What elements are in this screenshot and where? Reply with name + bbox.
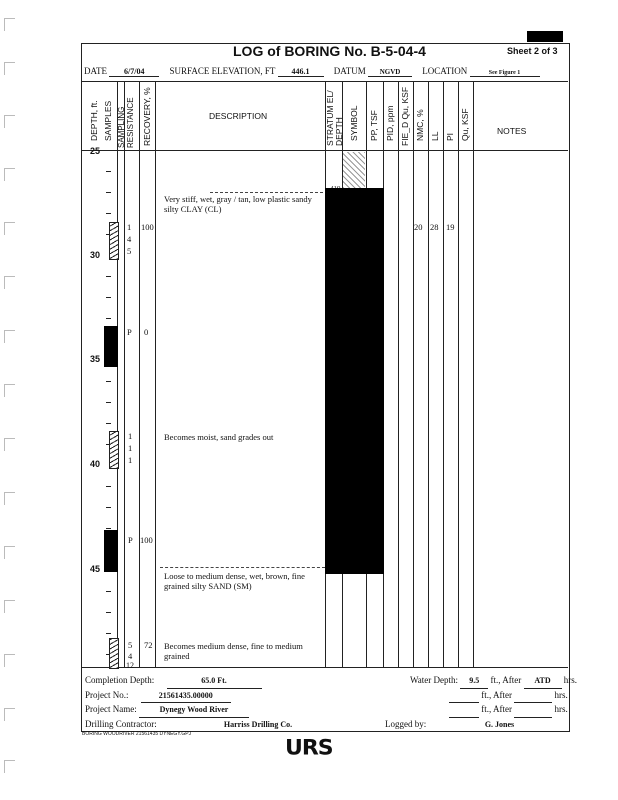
description-line: grained silty SAND (SM) — [164, 581, 252, 591]
sample-interval — [104, 530, 118, 572]
col-line — [428, 81, 429, 667]
ll-value: 28 — [430, 222, 439, 232]
stratum-boundary — [160, 567, 325, 568]
elevation-label: SURFACE ELEVATION, FT — [169, 66, 276, 76]
col-line — [155, 81, 156, 667]
description-underline — [210, 192, 323, 193]
sheet-number: Sheet 2 of 3 — [507, 46, 558, 56]
location-value: See Figure 1 — [470, 70, 540, 77]
recovery-value: 100 — [141, 222, 154, 232]
resistance-value: 5 — [127, 246, 132, 256]
col-line — [398, 81, 399, 667]
water-value: 9.5 — [460, 674, 488, 689]
col-line — [117, 81, 118, 667]
date-label: DATE — [84, 66, 107, 76]
contractor-label: Drilling Contractor: — [85, 718, 157, 729]
elevation-value: 446.1 — [278, 67, 324, 77]
resistance-value: 5 — [128, 640, 133, 650]
body-bottom-line — [81, 667, 568, 668]
col-depth: DEPTH, ft. — [89, 100, 99, 141]
description-text — [164, 194, 312, 214]
depth-label: 35 — [90, 354, 101, 364]
logged-value: G. Jones — [445, 718, 555, 733]
page-title: LOG of BORING No. B-5-04-4 — [233, 43, 426, 59]
project-name-label: Project Name: — [85, 704, 137, 714]
resistance-value: 12 — [126, 661, 134, 670]
col-description: DESCRIPTION — [209, 111, 268, 121]
datum-label: DATUM — [333, 66, 366, 76]
col-recovery: RECOVERY, % — [142, 87, 152, 146]
sample-interval — [109, 222, 119, 260]
completion-label: Completion Depth: — [85, 675, 155, 685]
col-field-qu: FIE_D Qu, KSF — [400, 86, 410, 146]
resistance-value: 1 — [128, 431, 133, 441]
resistance-value: P — [127, 327, 132, 337]
col-notes: NOTES — [497, 126, 527, 136]
description-line: Loose to medium dense, wet, brown, fine — [164, 571, 305, 581]
sample-interval — [104, 326, 118, 367]
contractor-value: Harriss Drilling Co. — [173, 718, 343, 733]
footer-left — [85, 674, 343, 732]
sample-interval — [109, 638, 119, 669]
col-line — [413, 81, 414, 667]
atd-value: ATD — [524, 674, 562, 689]
col-line — [458, 81, 459, 667]
depth-label: 40 — [90, 459, 101, 469]
project-name-value: Dynegy Wood River — [139, 703, 249, 718]
resistance-value: 4 — [127, 234, 132, 244]
nmc-value: 20 — [414, 222, 423, 232]
redacted-block — [325, 188, 384, 574]
ft-after: ft., After — [481, 704, 512, 714]
depth-label: 25 — [90, 146, 101, 156]
urs-logo: URS — [285, 736, 333, 761]
recovery-value: 100 — [140, 535, 153, 545]
description-text — [164, 571, 305, 591]
hrs-label: hrs. — [563, 675, 578, 685]
footer-right — [385, 674, 577, 732]
corner-tab — [527, 31, 563, 42]
col-line — [473, 81, 474, 667]
resistance-value: 4 — [128, 651, 133, 661]
water-label: Water Depth: — [410, 675, 459, 685]
description-line: grained — [164, 651, 190, 661]
col-ll: LL — [430, 131, 440, 141]
col-resistance: SAMPLING RESISTANCE — [117, 97, 135, 148]
resistance-value: 1 — [127, 222, 132, 232]
completion-value: 65.0 Ft. — [167, 674, 262, 689]
hrs-label: hrs. — [554, 704, 568, 714]
depth-label: 45 — [90, 564, 101, 574]
header-info — [84, 66, 540, 77]
depth-label: 30 — [90, 250, 101, 260]
col-qu: Qu, KSF — [460, 108, 470, 141]
description-line: silty CLAY (CL) — [164, 204, 222, 214]
resistance-value: 1 — [128, 455, 133, 465]
col-symbol: SYMBOL — [349, 105, 359, 141]
col-samples: SAMPLES — [103, 100, 113, 141]
recovery-value: 72 — [144, 640, 153, 650]
project-no-label: Project No.: — [85, 689, 129, 700]
symbol-hatch — [343, 152, 365, 188]
resistance-value: P — [128, 535, 133, 545]
col-nmc: NMC, % — [415, 109, 425, 141]
description-line: Very stiff, wet, gray / tan, low plastic sandy — [164, 194, 312, 204]
description-text: Becomes moist, sand grades out — [164, 432, 274, 442]
form-code: BORING WOODRIVER 21561435 DYNEGY.GPJ — [82, 731, 192, 737]
col-pi: PI — [445, 132, 455, 141]
col-line — [443, 81, 444, 667]
project-no-value: 21561435.00000 — [141, 689, 231, 704]
date-value: 6/7/04 — [109, 67, 159, 77]
logged-label: Logged by: — [385, 718, 427, 729]
ft-after: ft., After — [481, 689, 512, 700]
ft-after: ft., After — [490, 675, 522, 685]
datum-value: NGVD — [368, 68, 412, 77]
col-stratum: STRATUM EL/ DEPTH — [325, 90, 344, 146]
pi-value: 19 — [446, 222, 455, 232]
description-line: Becomes medium dense, fine to medium — [164, 641, 303, 651]
recovery-value: 0 — [144, 327, 149, 337]
col-line — [124, 81, 125, 667]
col-pid: PID, ppm — [385, 105, 395, 141]
hrs-label: hrs. — [554, 689, 568, 700]
description-text — [164, 641, 303, 661]
sample-interval — [109, 431, 119, 469]
resistance-value: 1 — [128, 443, 133, 453]
col-line — [139, 81, 140, 667]
location-label: LOCATION — [422, 66, 468, 76]
col-pp: PP, TSF — [369, 110, 379, 141]
